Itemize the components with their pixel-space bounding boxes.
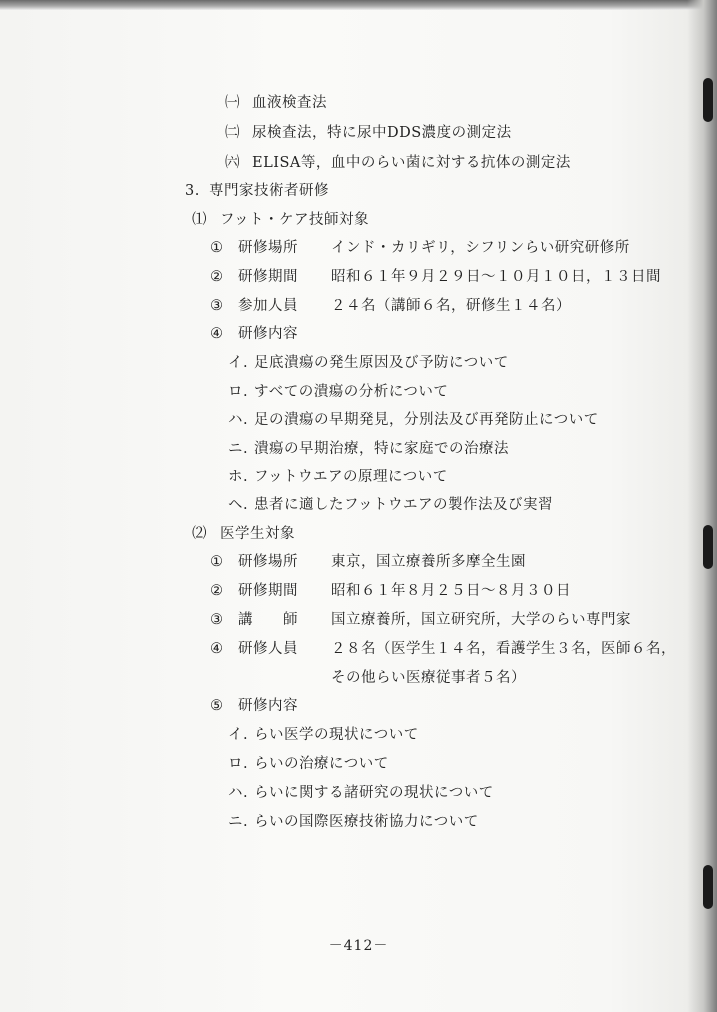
detail-label: 参加人員 <box>238 298 298 314</box>
content-item <box>228 784 494 802</box>
kana-marker: ロ. <box>228 384 249 400</box>
subsection-number: ⑴ <box>192 212 207 228</box>
kana-marker: イ. <box>228 355 249 371</box>
kana-marker: ニ. <box>228 441 249 457</box>
detail-line <box>210 697 298 715</box>
kana-marker: ロ. <box>228 756 249 772</box>
item-text: 尿検査法，特に尿中DDS濃度の測定法 <box>252 125 512 141</box>
circled-number: ③ <box>210 612 224 628</box>
subsection-heading <box>192 525 295 543</box>
section-title: 専門家技術者研修 <box>209 183 329 199</box>
scan-top-shadow <box>0 0 717 10</box>
detail-label: 研修内容 <box>238 326 298 342</box>
detail-label: 研修場所 <box>238 554 298 570</box>
kana-marker: ハ. <box>228 412 249 428</box>
content-item <box>228 354 509 372</box>
circled-number: ② <box>210 269 224 285</box>
subitem-line <box>225 154 571 172</box>
subsection-number: ⑵ <box>192 526 207 542</box>
detail-line <box>210 582 571 600</box>
detail-value: 昭和６１年９月２９日〜１０月１０日，１３日間 <box>331 269 661 285</box>
circled-number: ③ <box>210 298 224 314</box>
circled-number: ⑤ <box>210 698 224 714</box>
detail-value: 昭和６１年８月２５日〜８月３０日 <box>331 583 571 599</box>
content-text: らいの国際医療技術協力について <box>254 814 479 830</box>
detail-value: その他らい医療従事者５名） <box>331 670 526 686</box>
detail-label: 研修場所 <box>238 240 298 256</box>
item-marker: ㈡ <box>225 125 240 141</box>
content-text: らい医学の現状について <box>254 727 419 743</box>
detail-value: 国立療養所，国立研究所，大学のらい専門家 <box>331 612 631 628</box>
detail-value: 東京，国立療養所多摩全生園 <box>331 554 526 570</box>
content-item <box>228 440 509 458</box>
detail-label: 研修期間 <box>238 269 298 285</box>
content-text: 潰瘍の早期治療，特に家庭での治療法 <box>254 441 509 457</box>
circled-number: ④ <box>210 641 224 657</box>
kana-marker: ハ. <box>228 785 249 801</box>
binder-ring-mark <box>703 865 713 909</box>
detail-value: ２４名（講師６名，研修生１４名） <box>331 298 571 314</box>
item-marker: ㈠ <box>225 95 240 111</box>
detail-label: 講 師 <box>238 612 298 628</box>
content-item <box>228 755 389 773</box>
content-text: らいに関する諸研究の現状について <box>254 785 494 801</box>
scan-right-edge <box>687 0 717 1012</box>
detail-line <box>210 611 631 629</box>
detail-line <box>210 297 571 315</box>
page-number: －412－ <box>328 938 389 954</box>
subsection-title: 医学生対象 <box>220 526 295 542</box>
binder-ring-mark <box>703 78 713 122</box>
detail-value: ２８名（医学生１４名，看護学生３名，医師６名， <box>331 641 676 657</box>
content-item <box>228 383 448 401</box>
content-text: 足の潰瘍の早期発見，分別法及び再発防止について <box>254 412 599 428</box>
kana-marker: イ. <box>228 727 249 743</box>
circled-number: ① <box>210 240 224 256</box>
detail-line <box>210 640 676 658</box>
item-marker: ㈥ <box>225 155 240 171</box>
kana-marker: ニ. <box>228 814 249 830</box>
subsection-title: フット・ケア技師対象 <box>220 212 369 228</box>
detail-continuation <box>331 669 526 687</box>
detail-label: 研修内容 <box>238 698 298 714</box>
circled-number: ④ <box>210 326 224 342</box>
detail-line <box>210 325 298 343</box>
content-text: 患者に適したフットウエアの製作法及び実習 <box>254 497 553 513</box>
binder-ring-mark <box>703 525 713 569</box>
item-text: ELISA等，血中のらい菌に対する抗体の測定法 <box>252 155 571 171</box>
content-item <box>228 813 479 831</box>
content-item <box>228 726 419 744</box>
item-text: 血液検査法 <box>252 95 327 111</box>
subsection-heading <box>192 211 369 229</box>
detail-line <box>210 239 630 257</box>
content-text: 足底潰瘍の発生原因及び予防について <box>254 355 509 371</box>
detail-line <box>210 268 661 286</box>
subitem-line <box>225 94 327 112</box>
content-text: すべての潰瘍の分析について <box>254 384 449 400</box>
detail-value: インド・カリギリ，シフリンらい研究研修所 <box>331 240 630 256</box>
detail-line <box>210 553 526 571</box>
content-text: フットウエアの原理について <box>254 469 448 485</box>
subitem-line <box>225 124 512 142</box>
section-heading <box>185 182 329 200</box>
content-item <box>228 411 599 429</box>
kana-marker: ヘ. <box>228 497 249 513</box>
content-text: らいの治療について <box>254 756 389 772</box>
detail-label: 研修人員 <box>238 641 298 657</box>
circled-number: ② <box>210 583 224 599</box>
kana-marker: ホ. <box>228 469 249 485</box>
section-number: 3. <box>185 183 200 199</box>
content-item <box>228 468 448 486</box>
content-item <box>228 496 553 514</box>
detail-label: 研修期間 <box>238 583 298 599</box>
circled-number: ① <box>210 554 224 570</box>
